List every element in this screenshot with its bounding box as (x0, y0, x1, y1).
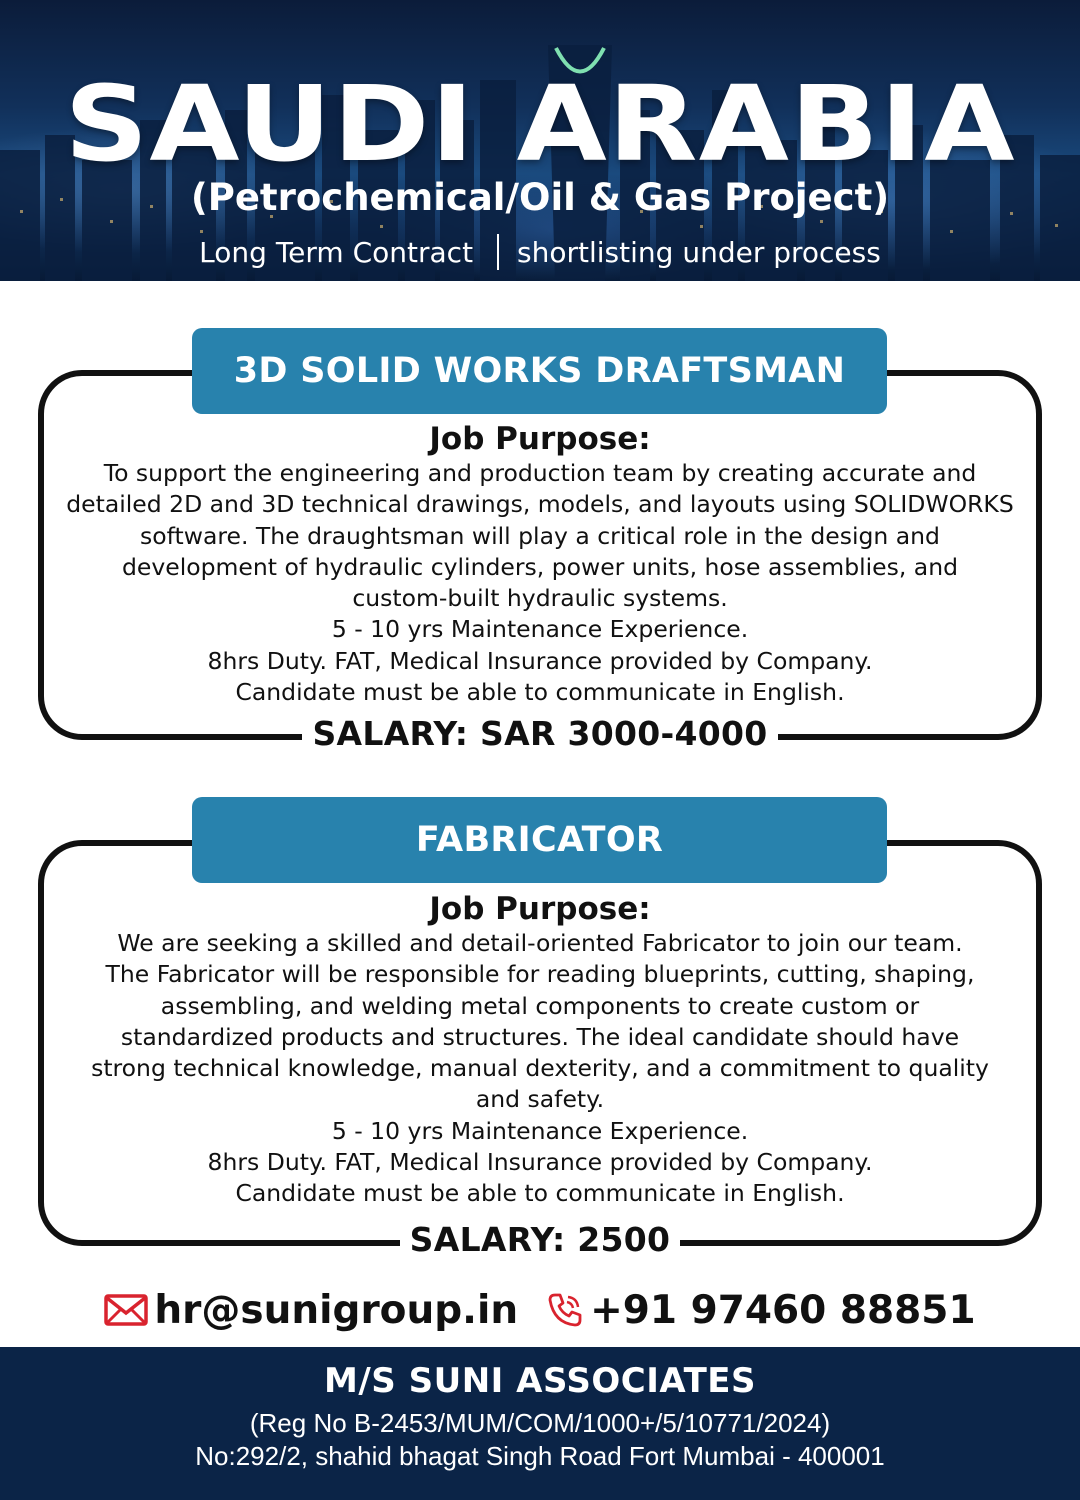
email-contact[interactable] (104, 1288, 518, 1333)
project-subtitle: (Petrochemical/Oil & Gas Project) (190, 176, 890, 219)
description-line: To support the engineering and production team by creating accurate and (103, 459, 977, 487)
phone-icon (546, 1291, 584, 1329)
page-title: SAUDI ARABIA (64, 63, 1016, 185)
language-requirement-line: Candidate must be able to communicate in English. (235, 678, 845, 707)
phone-contact[interactable] (546, 1288, 975, 1333)
salary-label: SALARY: 2500 (400, 1220, 681, 1260)
description-line: development of hydraulic cylinders, power units, hose assemblies, and (121, 552, 959, 581)
header-banner (0, 0, 1080, 281)
description-line: strong technical knowledge, manual dexterity, and a commitment to quality (91, 1054, 989, 1083)
job-title-draftsman: 3D SOLID WORKS DRAFTSMAN (192, 328, 887, 414)
salary-label: SALARY: SAR 3000-4000 (302, 714, 777, 754)
footer (0, 1347, 1080, 1500)
description-line: The Fabricator will be responsible for reading blueprints, cutting, shaping, (105, 960, 975, 989)
contract-type-label: Long Term Contract (199, 235, 474, 269)
benefits-line: 8hrs Duty. FAT, Medical Insurance provided by Company. (207, 646, 873, 675)
salary-draftsman (0, 714, 1080, 754)
job-title-fabricator: FABRICATOR (192, 797, 887, 883)
company-address: No:292/2, shahid bhagat Singh Road Fort Mumbai - 400001 (195, 1441, 885, 1471)
description-line: assembling, and welding metal components to create custom or (160, 991, 920, 1020)
benefits-line: 8hrs Duty. FAT, Medical Insurance provided by Company. (207, 1148, 873, 1177)
description-line: and safety. (475, 1085, 605, 1114)
description-line: standardized products and structures. The ideal candidate should have (120, 1022, 960, 1051)
description-line: detailed 2D and 3D technical drawings, models, and layouts using SOLIDWORKS (66, 490, 1014, 519)
salary-fabricator (0, 1220, 1080, 1260)
job-description-fabricator (50, 890, 1030, 1210)
job-purpose-heading: Job Purpose: (429, 421, 651, 457)
experience-line: 5 - 10 yrs Maintenance Experience. (331, 1116, 749, 1145)
contact-bar (0, 1285, 1080, 1335)
company-name: M/S SUNI ASSOCIATES (324, 1361, 756, 1401)
job-description-draftsman (50, 420, 1030, 708)
registration-number: (Reg No B-2453/MUM/COM/1000+/5/10771/2024) (249, 1408, 831, 1438)
description-line: custom-built hydraulic systems. (352, 584, 728, 613)
mail-icon (104, 1294, 148, 1326)
language-requirement-line: Candidate must be able to communicate in English. (235, 1179, 845, 1208)
header-tags (0, 232, 1080, 272)
description-line: software. The draughtsman will play a critical role in the design and (140, 521, 940, 550)
experience-line: 5 - 10 yrs Maintenance Experience. (331, 615, 749, 644)
job-purpose-heading: Job Purpose: (429, 891, 651, 927)
phone-number[interactable]: +91 97460 88851 (590, 1287, 976, 1333)
email-address[interactable]: hr@sunigroup.in (154, 1287, 519, 1333)
tag-divider (497, 234, 499, 270)
shortlisting-status-label: shortlisting under process (517, 235, 881, 269)
description-line: We are seeking a skilled and detail-oriented Fabricator to join our team. (117, 929, 963, 957)
